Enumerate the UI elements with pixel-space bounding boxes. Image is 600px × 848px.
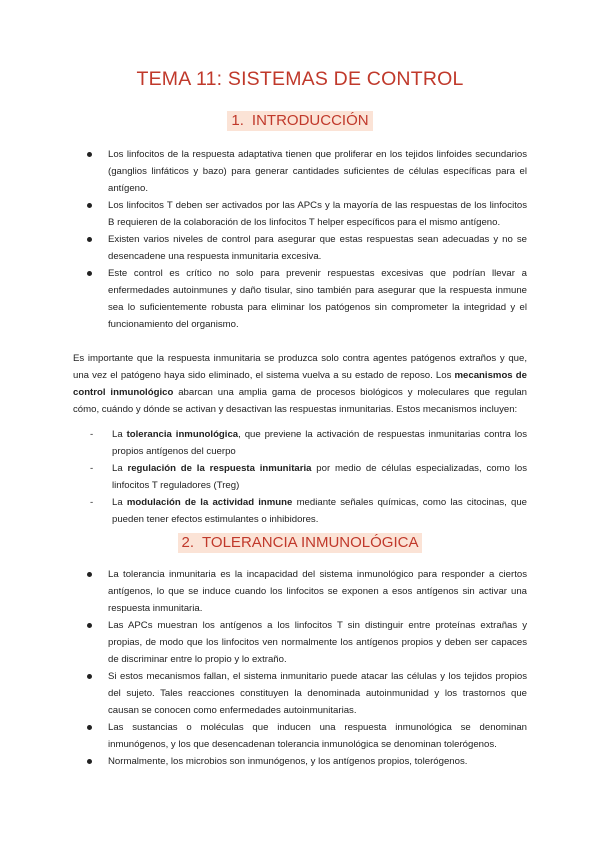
page-title: TEMA 11: SISTEMAS DE CONTROL	[136, 68, 464, 90]
section-heading-highlight	[178, 533, 423, 553]
bold-term: mecanismos de control inmunológico	[73, 370, 527, 398]
list-item: Si estos mecanismos fallan, el sistema inmunitario puede atacar las células y los tejidos propios del sujeto. Tales reacciones constituyen la denominada autoinmunidad y los trastornos que causan se conocen como enfermedades autoinmunitarias.	[78, 668, 527, 719]
bullet-icon	[87, 725, 92, 730]
list-item: Existen varios niveles de control para asegurar que estas respuestas sean adecuadas y no se desencadene una respuesta inmunitaria excesiva.	[78, 231, 527, 265]
bullet-icon	[87, 674, 92, 679]
section-heading-highlight	[227, 111, 372, 131]
bold-term: modulación de la actividad inmune	[126, 497, 293, 508]
dash-marker: -	[90, 429, 94, 440]
bullet-icon	[87, 759, 92, 764]
bullet-icon	[87, 237, 92, 242]
section-heading-tolerancia	[0, 533, 600, 553]
section-title: INTRODUCCIÓN	[251, 112, 369, 129]
list-item: - La tolerancia inmunológica, que previene la activación de respuestas inmunitarias contra los propios antígenos del cuerpo	[90, 426, 527, 460]
list-item: Las sustancias o moléculas que inducen una respuesta inmunológica se denominan inmunógenos, y los que desencadenan tolerancia inmunológica se denominan tolerógenos.	[78, 719, 527, 753]
bullet-icon	[87, 572, 92, 577]
intro-paragraph: Es importante que la respuesta inmunitaria se produzca solo contra agentes patógenos extraños y que, una vez el patógeno haya sido eliminado, el sistema vuelva a su estado de reposo. Los mecanismos de control inmunológico abarcan una amplia gama de procesos biológicos y moleculares que regulan cómo, cuándo y dónde se activan y desactivan las respuestas inmunitarias. Estos mecanismos incluyen:	[73, 353, 527, 415]
dash-marker: -	[90, 463, 94, 474]
section-title: TOLERANCIA INMUNOLÓGICA	[202, 534, 419, 551]
list-item: Este control es crítico no solo para prevenir respuestas excesivas que podrían llevar a enfermedades autoinmunes y daño tisular, sino también para asegurar que la respuesta inmune sea lo suficientemente robusta para eliminar los patógenos sin comprometer la integridad y el funcionamiento del organismo.	[78, 265, 527, 333]
list-item: - La modulación de la actividad inmune mediante señales químicas, como las citocinas, que pueden tener efectos estimulantes o inhibidores.	[90, 494, 527, 528]
list-item: Los linfocitos de la respuesta adaptativa tienen que proliferar en los tejidos linfoides secundarios (ganglios linfáticos y bazo) para generar cantidades suficientes de células específicas para el antígeno.	[78, 146, 527, 197]
bold-term: tolerancia inmunológica	[126, 429, 239, 440]
list-item: - La regulación de la respuesta inmunitaria por medio de células especializadas, como los linfocitos T reguladores (Treg)	[90, 460, 527, 494]
section-number: 1.	[231, 112, 244, 129]
bullet-icon	[87, 152, 92, 157]
bullet-icon	[87, 271, 92, 276]
list-item: Normalmente, los microbios son inmunógenos, y los antígenos propios, tolerógenos.	[78, 753, 527, 770]
dash-marker: -	[90, 497, 94, 508]
tolerancia-bullet-list	[78, 566, 527, 770]
list-item: Las APCs muestran los antígenos a los linfocitos T sin distinguir entre proteínas extrañas y propias, de modo que los linfocitos ven normalmente los antígenos propios y deben ser capaces de discriminar entre lo propio y lo extraño.	[78, 617, 527, 668]
bullet-icon	[87, 203, 92, 208]
section-heading-introduccion	[0, 111, 600, 131]
list-item: Los linfocitos T deben ser activados por las APCs y la mayoría de las respuestas de los linfocitos B requieren de la colaboración de los linfocitos T helper específicos para el mismo antígeno.	[78, 197, 527, 231]
bullet-icon	[87, 623, 92, 628]
list-item: La tolerancia inmunitaria es la incapacidad del sistema inmunológico para responder a ciertos antígenos, lo que se induce cuando los linfocitos se exponen a esos antígenos sin activar una respuesta inmunitaria.	[78, 566, 527, 617]
bold-term: regulación de la respuesta inmunitaria	[127, 463, 312, 474]
mechanisms-list	[90, 426, 527, 528]
introduccion-bullet-list	[78, 146, 527, 333]
section-number: 2.	[181, 534, 195, 551]
